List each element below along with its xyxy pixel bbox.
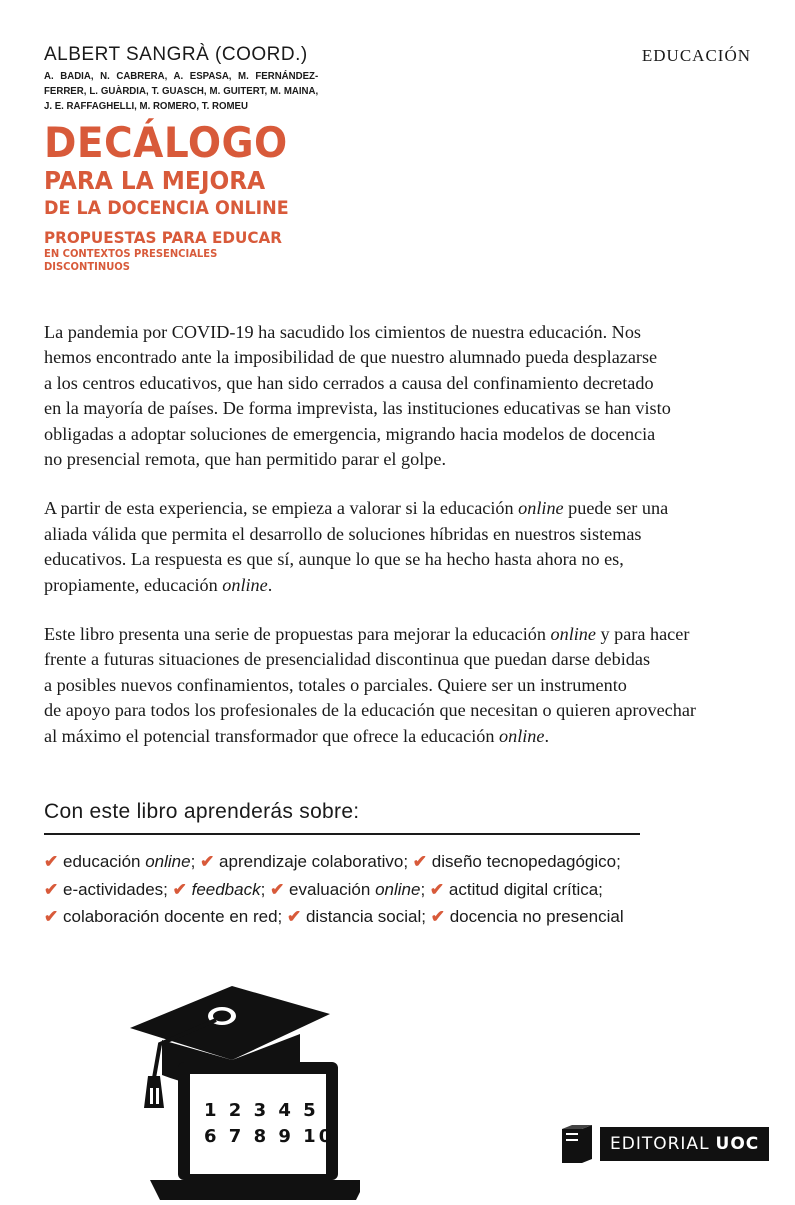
graduation-laptop-illustration (120, 980, 360, 1205)
topic-item: docencia no presencial (449, 907, 624, 926)
topic-item: educación online; (62, 852, 196, 871)
topic-item: diseño tecnopedagógico; (431, 852, 621, 871)
p1-line: en la mayoría de países. De forma imprevista, las instituciones educativas se han visto (44, 398, 671, 419)
p2-line: A partir de esta experiencia, se empieza a valorar si la educación online puede ser una (44, 498, 669, 519)
check-icon: ✔ (172, 879, 187, 899)
topic-item: evaluación online; (289, 879, 426, 899)
check-icon: ✔ (412, 852, 428, 871)
topic-item: distancia social; (305, 907, 426, 926)
synopsis (44, 320, 756, 773)
p3-line: a posibles nuevos confinamientos, totales o parciales. Quiere ser un instrumento (44, 674, 627, 695)
header-block (44, 44, 324, 114)
p2-line: aliada válida que permita el desarrollo de soluciones híbridas en nuestros sistemas (44, 523, 642, 544)
check-icon: ✔ (286, 907, 302, 926)
p2-line: propiamente, educación online. (44, 574, 273, 595)
topic-item: feedback; (191, 879, 266, 899)
graduation-cap-laptop-icon (120, 980, 360, 1200)
p1-line: obligadas a adoptar soluciones de emergencia, migrando hacia modelos de docencia (44, 423, 656, 444)
check-icon: ✔ (44, 879, 59, 899)
p3-line: Este libro presenta una serie de propuestas para mejorar la educación online y para hacer (44, 624, 690, 645)
paragraph-1 (44, 320, 756, 472)
p2-line: educativos. La respuesta es que sí, aunque lo que se ha hecho hasta ahora no es, (44, 549, 624, 570)
subtitle-line-2: EN CONTEXTOS PRESENCIALES DISCONTINUOS (44, 248, 218, 273)
collection-label: EDUCACIÓN (641, 46, 751, 65)
topics-line-3 (44, 903, 756, 931)
check-icon: ✔ (44, 852, 59, 871)
title-line-1: DECÁLOGO (44, 118, 288, 167)
title-line-2: PARA LA MEJORA (44, 166, 266, 195)
topic-item: aprendizaje colaborativo; (219, 852, 409, 871)
subtitle-line-1: PROPUESTAS PARA EDUCAR (44, 228, 283, 247)
numbers-row-1: 1 2 3 4 5 (204, 1100, 319, 1121)
p1-line: a los centros educativos, que han sido cerrados a causa del confinamiento decretado (44, 372, 654, 393)
topics-line-1 (44, 848, 756, 876)
p3-line: de apoyo para todos los profesionales de la educación que necesitan o quieren aprovechar (44, 700, 696, 721)
check-icon: ✔ (429, 879, 445, 899)
paragraph-3 (44, 622, 756, 749)
title-line-3: DE LA DOCENCIA ONLINE (44, 197, 289, 219)
paragraph-2 (44, 496, 756, 598)
p3-line: frente a futuras situaciones de presencialidad discontinua que puedan darse debidas (44, 649, 651, 670)
check-icon: ✔ (200, 852, 215, 871)
authors-list: A. BADIA, N. CABRERA, A. ESPASA, M. FERNÁNDEZ-FERRER, L. GUÀRDIA, T. GUASCH, M. GUITERT, M. MAINA, J. E. RAFFAGHELLI, M. ROMERO, T. ROMEU (44, 70, 319, 112)
topics-line-2 (44, 876, 756, 904)
check-icon: ✔ (430, 907, 445, 926)
publisher-logo (560, 1123, 769, 1165)
topics-list (44, 848, 756, 931)
publisher-books-icon (560, 1123, 594, 1165)
check-icon: ✔ (270, 879, 285, 899)
check-icon: ✔ (44, 907, 59, 926)
topic-item: colaboración docente en red; (62, 907, 283, 926)
numbers-row-2: 6 7 8 9 10 (204, 1126, 335, 1147)
topic-item: e-actividades; (62, 879, 168, 899)
p1-line: no presencial remota, que han permitido parar el golpe. (44, 449, 446, 470)
learn-heading: Con este libro aprenderás sobre: (44, 800, 360, 823)
p1-line: La pandemia por COVID-19 ha sacudido los cimientos de nuestra educación. Nos (44, 322, 641, 342)
heading-divider (44, 833, 640, 835)
book-title (44, 120, 319, 274)
p1-line: hemos encontrado ante la imposibilidad de que nuestro alumnado pueda desplazarse (44, 347, 658, 368)
coordinator-name: ALBERT SANGRÀ (COORD.) (44, 44, 308, 65)
publisher-name: EDITORIAL UOC (600, 1127, 769, 1161)
topic-item: actitud digital crítica; (448, 879, 603, 899)
p3-line: al máximo el potencial transformador que ofrece la educación online. (44, 725, 550, 746)
